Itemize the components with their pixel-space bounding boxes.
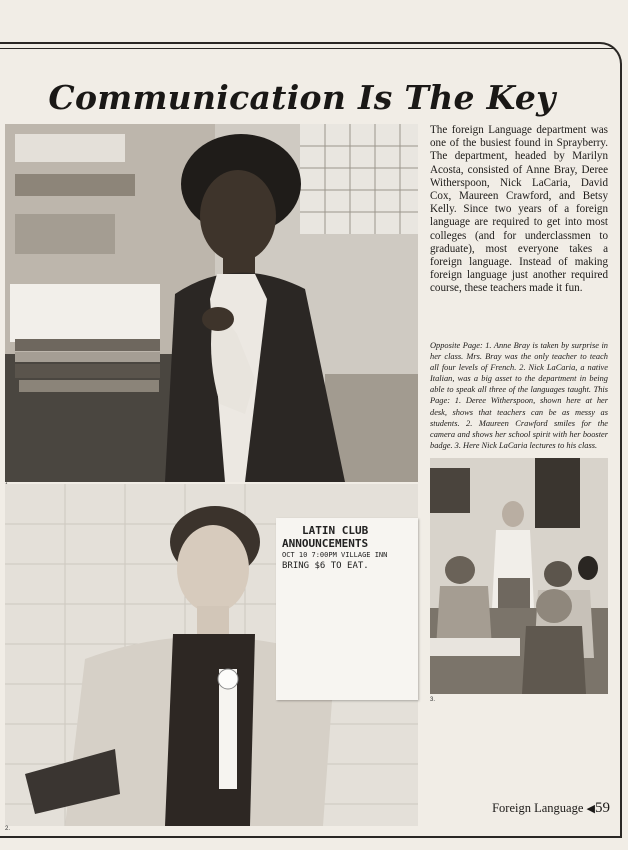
photo-caption: Opposite Page: 1. Anne Bray is taken by surprise in her class. Mrs. Bray was the only teacher to teach all four levels of French. 2. Nick LaCaria, a native Italian, was a big asset to the department in being able to speak all three of the languages taught. This Page: 1. Deree Witherspoon, shown here at her desk, shows that teachers can be as messy as students. 2. Maureen Crawford smiles for the camera and shows her school spirit with her booster badge. 3. Here Nick LaCaria lectures to his class. <box>430 341 608 450</box>
latin-club-sign <box>276 518 418 700</box>
photo-classroom-lecture <box>430 458 608 694</box>
page-footer <box>460 800 610 817</box>
footer-section: Foreign Language <box>492 801 584 815</box>
sign-line: LATIN CLUB <box>302 524 369 537</box>
photo-teacher-at-desk <box>5 124 418 482</box>
left-triangle-icon: ◀ <box>586 803 595 815</box>
sign-line: OCT 10 7:00PM VILLAGE INN <box>282 551 388 559</box>
article-body: The foreign Language department was one of the busiest found in Sprayberry. The department, headed by Marilyn Acosta, consisted of Anne Bray, Deree Witherspoon, Nick LaCaria, David Cox, Maureen Crawford, and Betsy Kelly. Since two years of a foreign language are required to get into most colleges (and for underclassmen to graduate), most everyone takes a foreign language. Instead of making foreign language just another required course, these teachers made it fun. <box>430 124 608 295</box>
page-number: 59 <box>595 800 610 816</box>
page-title: Communication Is The Key <box>48 78 556 117</box>
photo-number: 3. <box>430 697 436 703</box>
sign-line: BRING $6 TO EAT. <box>282 561 369 571</box>
photo-number: 2. <box>5 826 11 832</box>
frame-rule <box>0 48 614 51</box>
sign-line: ANNOUNCEMENTS <box>282 537 369 550</box>
